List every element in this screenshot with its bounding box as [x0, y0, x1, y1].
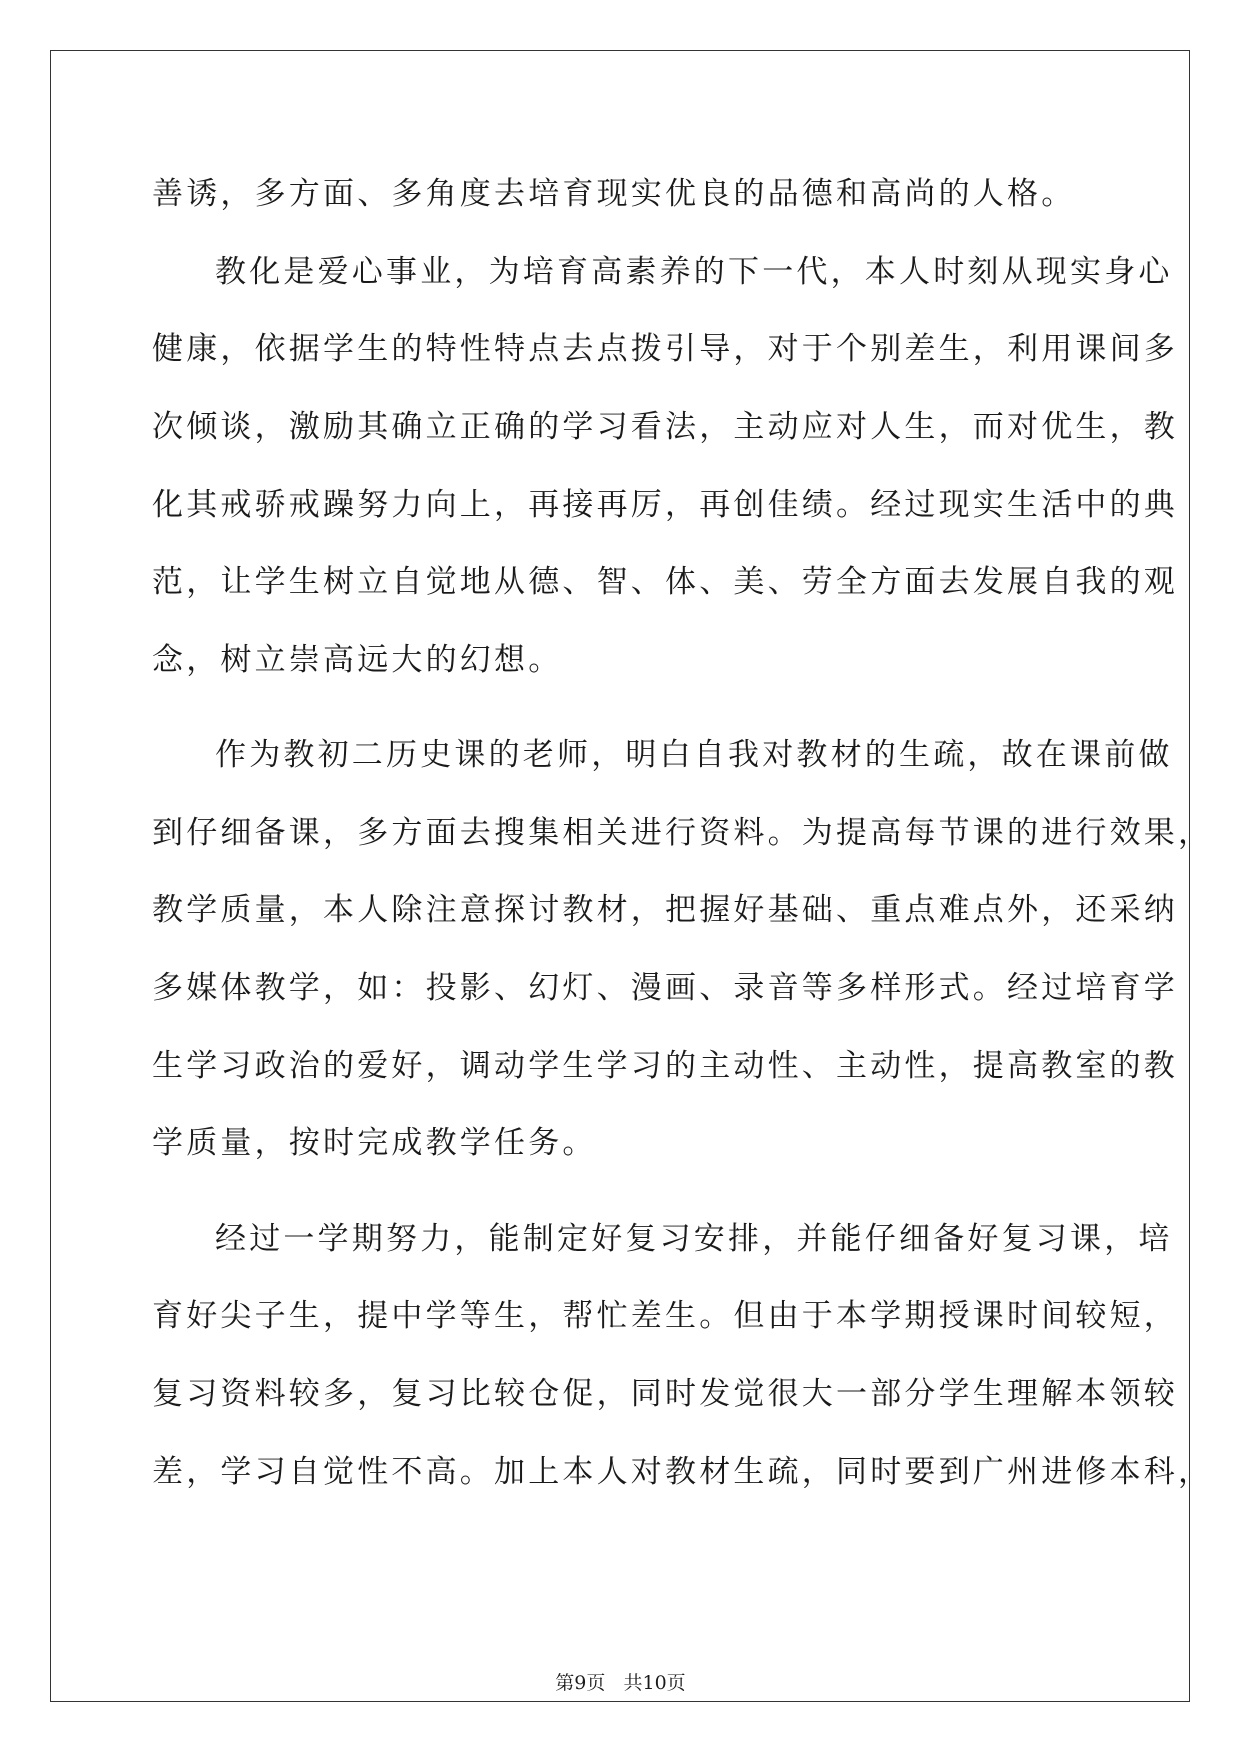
paragraph-start-line: 教化是爱心事业，为培育高素养的下一代，本人时刻从现实身心 [215, 254, 1173, 290]
text-line: 范，让学生树立自觉地从德、智、体、美、劳全方面去发展自我的观 [152, 564, 1178, 600]
text-line: 育好尖子生，提中学等生，帮忙差生。但由于本学期授课时间较短， [152, 1298, 1178, 1334]
text-line: 生学习政治的爱好，调动学生学习的主动性、主动性，提高教室的教 [152, 1048, 1178, 1084]
text-line: 差，学习自觉性不高。加上本人对教材生疏，同时要到广州进修本科， [152, 1454, 1213, 1490]
text-line: 到仔细备课，多方面去搜集相关进行资料。为提高每节课的进行效果， [152, 815, 1213, 851]
text-line: 学质量，按时完成教学任务。 [152, 1125, 597, 1161]
text-line: 念，树立崇高远大的幻想。 [152, 642, 563, 678]
paragraph-start-line: 作为教初二历史课的老师，明白自我对教材的生疏，故在课前做 [215, 737, 1173, 773]
text-line: 复习资料较多，复习比较仓促，同时发觉很大一部分学生理解本领较 [152, 1376, 1178, 1412]
page-number-footer: 第9页 共10页 [555, 1672, 686, 1694]
text-line: 善诱，多方面、多角度去培育现实优良的品德和高尚的人格。 [152, 176, 1076, 212]
text-line: 教学质量，本人除注意探讨教材，把握好基础、重点难点外，还采纳 [152, 892, 1178, 928]
text-line: 次倾谈，激励其确立正确的学习看法，主动应对人生，而对优生，教 [152, 409, 1178, 445]
text-line: 化其戒骄戒躁努力向上，再接再厉，再创佳绩。经过现实生活中的典 [152, 487, 1178, 523]
paragraph-start-line: 经过一学期努力，能制定好复习安排，并能仔细备好复习课，培 [215, 1221, 1173, 1257]
text-line: 健康，依据学生的特性特点去点拨引导，对于个别差生，利用课间多 [152, 331, 1178, 367]
text-line: 多媒体教学，如：投影、幻灯、漫画、录音等多样形式。经过培育学 [152, 970, 1178, 1006]
